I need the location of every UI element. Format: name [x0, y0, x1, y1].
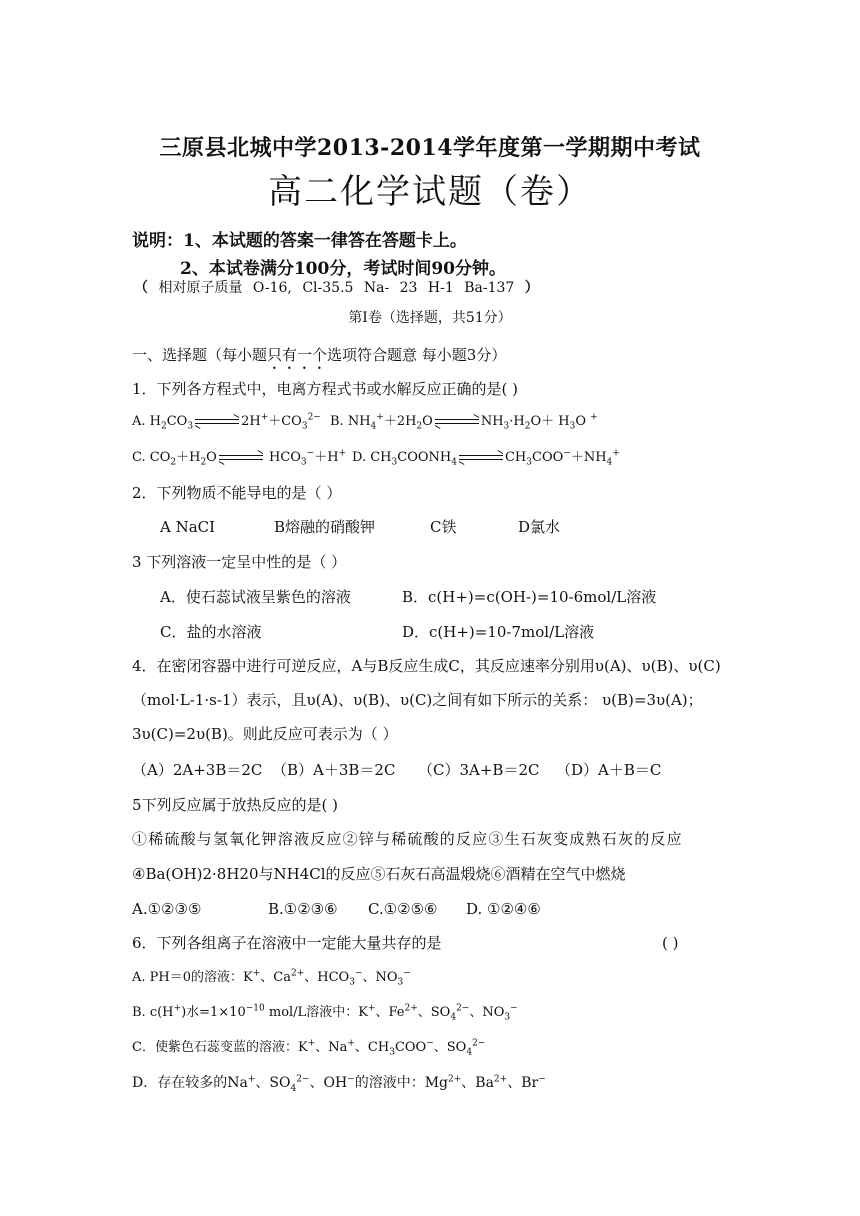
instruction-1: 说明：1、本试题的答案一律答在答题卡上。 [132, 231, 467, 251]
part-one-post: 选项符合题意 每小题3分） [327, 346, 507, 364]
q1-d-text: COONH [397, 450, 452, 465]
paren-close: ） [524, 280, 539, 296]
instruction-2: 2、本试卷满分100分，考试时间90分钟。 [180, 259, 506, 279]
q6-option-b: B. c(H+)水$=1\times 10^{-10}$ mol/L溶液中：K+、$Fe^{2+}$、$SO_4^{2-}$、$NO_3^-$ [132, 1003, 518, 1023]
exam-title: 三原县北城中学2013-2014学年度第一学期期中考试 [159, 135, 701, 161]
exam-subtitle: 高二化学试题（卷） [268, 172, 592, 212]
part-one-heading [132, 345, 506, 373]
equilibrium-arrow-icon [219, 453, 263, 463]
q4-line-2: （mol·L-1·s-1）表示，且υ(A)、υ(B)、υ(C)之间有如下所示的关系： υ(B)=3υ(A)； [132, 691, 703, 709]
q1-c-label: C. CO [132, 450, 171, 465]
q6-option-a: A. PH＝0的溶液：K+、$Ca^{2+}$、$HCO_3^-$、$NO_3^-$ [132, 968, 411, 988]
q1-option-b: B. $NH_4^++2H_2O$ $NH_3\cdot H_2O+ H_3O$ + [330, 412, 598, 432]
q5-line-1: ①稀硫酸与氢氧化钾溶液反应②锌与稀硫酸的反应③生石灰变成熟石灰的反应 [132, 830, 683, 848]
equilibrium-arrow-icon [435, 417, 479, 427]
q5-line-2: ④Ba(OH)2·8H20与NH4Cl的反应⑤石灰石高温煅烧⑥酒精在空气中燃烧 [132, 865, 626, 883]
q6-stem: 6．下列各组离子在溶液中一定能大量共存的是 [132, 934, 442, 952]
q6-b-post: mol/L溶液中：K [264, 1005, 368, 1020]
q2-option-c: C铁 [430, 518, 457, 536]
q3-option-a: A．使石蕊试液呈紫色的溶液 [160, 588, 351, 606]
q6-option-c: C．使紫色石蕊变蓝的溶液：K+、Na+、$CH_3COO^-$、$SO_4^{2-}$ [132, 1038, 486, 1058]
q5-stem: 5下列反应属于放热反应的是( ) [132, 796, 339, 814]
q6-b-mid: )水=1×10 [181, 1005, 246, 1020]
paren-open: （ [134, 280, 148, 296]
q2-option-a: A NaCI [160, 518, 216, 536]
q6-option-d: D．存在较多的Na+、$SO_4^{2-}$、OH−的溶液中：$Mg^{2+}$、$Ba^{2+}$、Br− [132, 1074, 546, 1094]
q3-option-d: D．c(H+)=10-7mol/L溶液 [402, 623, 595, 641]
q1-option-d: D. $CH_3COONH_4$ $CH_3COO^-+NH_4^+$ [352, 448, 620, 468]
q6-b-pre: B. c(H [132, 1005, 174, 1020]
q4-option-d: （D）A＋B＝C [556, 761, 662, 779]
q5-option-a: A.①②③⑤ [132, 900, 202, 918]
q3-option-b: B．c(H+)=c(OH-)=10-6mol/L溶液 [402, 588, 657, 606]
equilibrium-arrow-icon [459, 453, 503, 463]
q1-b-label: B. NH [330, 414, 371, 429]
q5-option-b: B.①②③⑥ [268, 900, 338, 918]
q4-line-3: 3υ(C)=2υ(B)。则此反应可表示为（ ） [132, 725, 398, 743]
q6-d-text: D．存在较多的Na [132, 1075, 248, 1091]
q6-c-text: C．使紫色石蕊变蓝的溶液：K [132, 1040, 308, 1055]
q6-paren: ( ) [662, 934, 679, 952]
q4-line-1: 4．在密闭容器中进行可逆反应，A与B反应生成C，其反应速率分别用υ(A)、υ(B)、υ(C) [132, 657, 721, 675]
q4-option-a: （A）2A+3B＝2C [132, 761, 263, 779]
q2-option-b: B熔融的硝酸钾 [274, 518, 376, 536]
q1-option-c: C. $CO_2+H_2O$ $HCO_3^-+H^+$ [132, 448, 347, 468]
atomic-masses [134, 278, 539, 298]
part-one-pre: 一、选择题（每小题 [132, 346, 268, 364]
q3-option-c: C．盐的水溶液 [160, 623, 262, 641]
q2-stem: 2．下列物质不能导电的是（ ） [132, 484, 342, 502]
q1-option-a: A. $H_2CO_3$ $2H^++CO_3^{2-}$ [132, 412, 321, 432]
q1-stem: 1．下列各方程式中，电离方程式书或水解反应正确的是( ) [132, 380, 519, 398]
q5-option-d: D. ①②④⑥ [466, 900, 541, 918]
q6-a-text: A. PH＝0的溶液：K [132, 970, 253, 985]
q1-a-label: A. H [132, 414, 161, 429]
section-heading: 第Ⅰ卷（选择题，共51分） [348, 310, 512, 326]
q4-option-b: （B）A＋3B＝2C [272, 761, 396, 779]
q1-d-label: D. CH [352, 450, 392, 465]
q4-option-c: （C）3A+B＝2C [418, 761, 540, 779]
atomic-masses-text: 相对原子质量 O-16, Cl-35.5 Na- 23 H-1 Ba-137 [148, 280, 525, 296]
q3-stem: 3 下列溶液一定呈中性的是（ ） [132, 553, 347, 571]
equilibrium-arrow-icon [195, 417, 239, 427]
q5-option-c: C.①②⑤⑥ [368, 900, 438, 918]
q2-option-d: D氯水 [518, 518, 561, 536]
part-one-emphasis: 只有一个 [267, 346, 328, 364]
